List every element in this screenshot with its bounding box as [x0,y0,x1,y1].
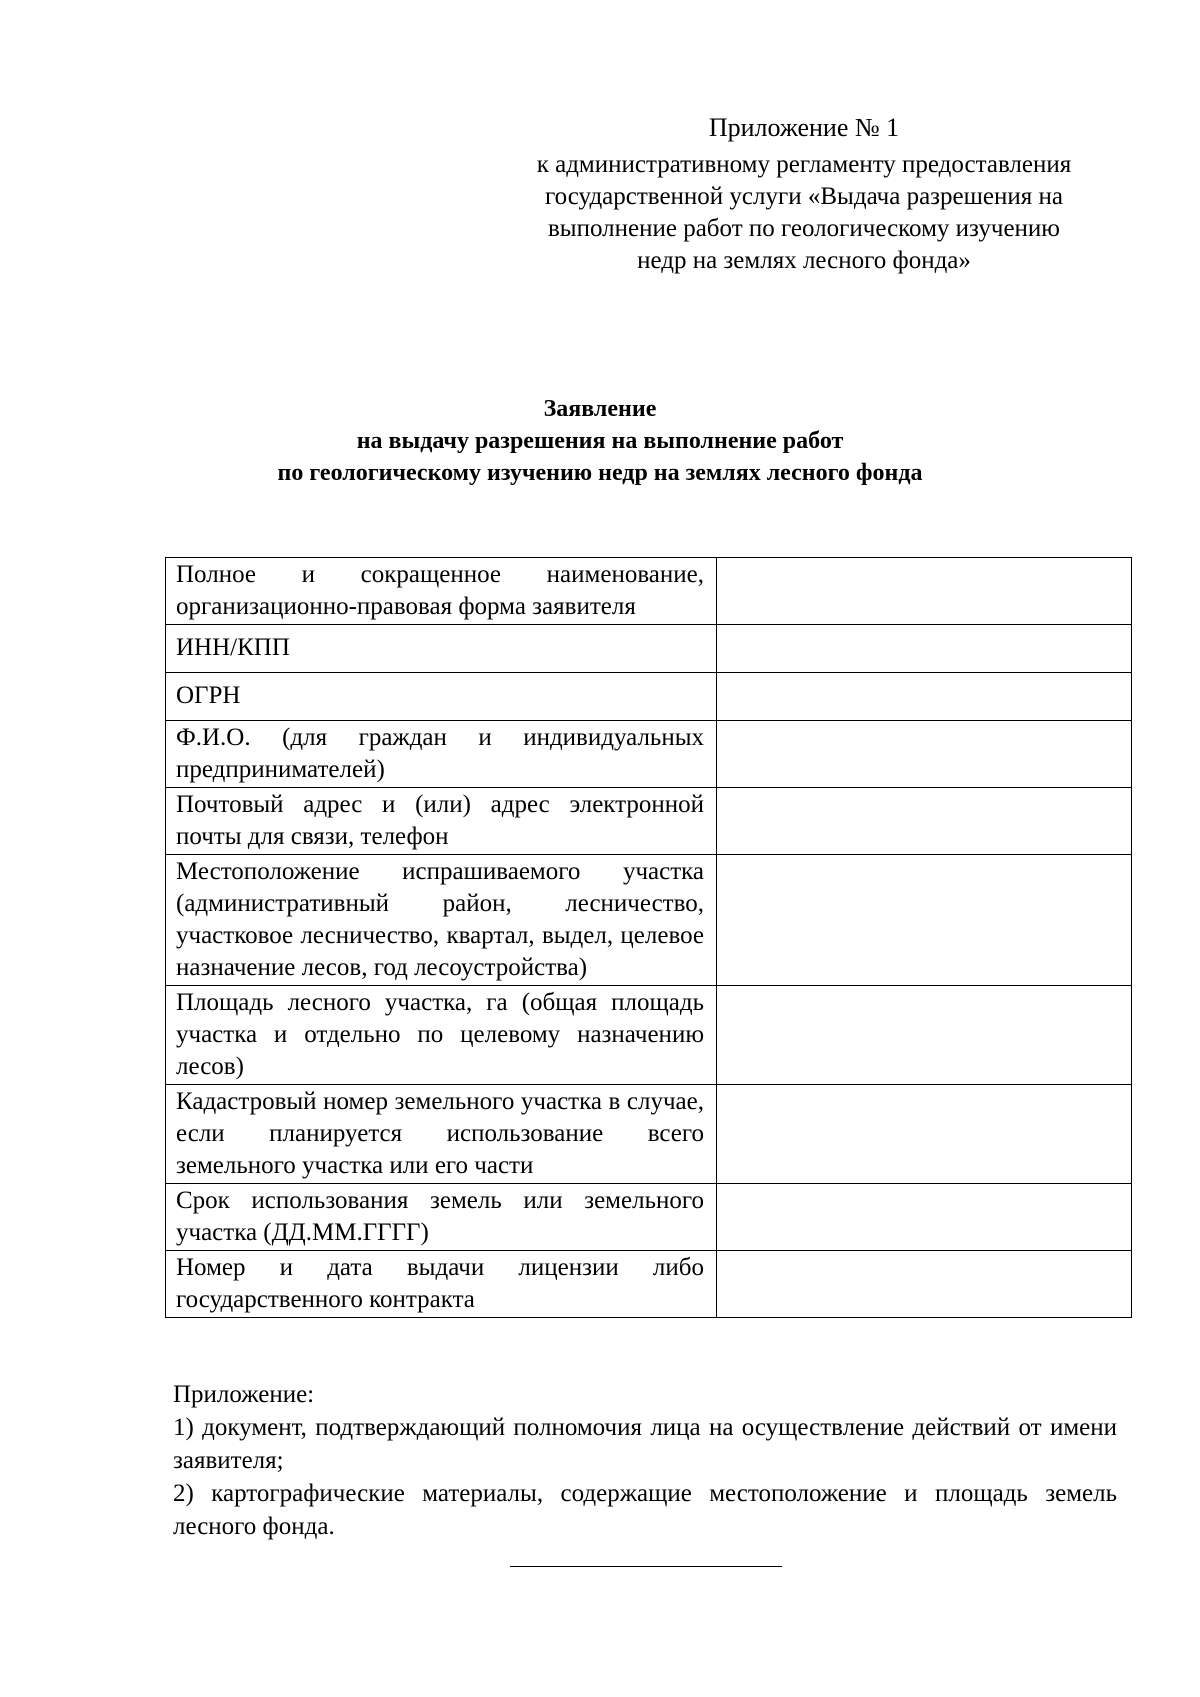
attachment-item: 2) картографические материалы, содержащие местоположение и площадь земель лесного фонда. [173,1480,1117,1540]
application-form-table [165,557,1132,1318]
appendix-line: недр на землях лесного фонда» [637,247,971,274]
appendix-line: к административному регламенту предоставления [536,151,1072,178]
table-row [166,1184,1132,1251]
field-value-plot-area[interactable] [717,986,1132,1085]
table-row [166,855,1132,986]
field-value-usage-period[interactable] [717,1184,1132,1251]
field-value-ogrn[interactable] [717,673,1132,721]
field-label-contact-address: Почтовый адрес и (или) адрес электронной почты для связи, телефон [166,788,717,855]
field-value-license-number[interactable] [717,1251,1132,1318]
attachments-heading: Приложение: [173,1381,315,1408]
form-title-line: по геологическому изучению недр на землях лесного фонда [277,460,923,486]
form-title-line: на выдачу разрешения на выполнение работ [356,428,844,454]
form-title-line: Заявление [543,396,657,422]
form-title [0,393,1200,489]
field-label-inn-kpp: ИНН/КПП [166,625,717,673]
appendix-header [484,112,1124,277]
field-label-usage-period: Срок использования земель или земельного участка (ДД.ММ.ГГГГ) [166,1184,717,1251]
table-row [166,625,1132,673]
table-row [166,673,1132,721]
field-value-plot-location[interactable] [717,855,1132,986]
field-value-full-name[interactable] [717,721,1132,788]
field-value-applicant-name[interactable] [717,558,1132,625]
table-row [166,986,1132,1085]
appendix-line: выполнение работ по геологическому изучению [548,215,1060,242]
appendix-number: Приложение № 1 [708,113,900,142]
table-row [166,558,1132,625]
appendix-line: государственной услуги «Выдача разрешения на [545,183,1063,210]
field-label-license-number: Номер и дата выдачи лицензии либо государственного контракта [166,1251,717,1318]
field-value-cadastral-number[interactable] [717,1085,1132,1184]
table-row [166,1085,1132,1184]
attachments-section [173,1378,1117,1543]
signature-line [510,1566,782,1567]
field-label-cadastral-number: Кадастровый номер земельного участка в случае, если планируется использование всего земельного участка или его части [166,1085,717,1184]
field-label-applicant-name: Полное и сокращенное наименование, организационно-правовая форма заявителя [166,558,717,625]
field-label-plot-location: Местоположение испрашиваемого участка (административный район, лесничество, участковое лесничество, квартал, выдел, целевое назначение лесов, год лесоустройства) [166,855,717,986]
attachment-item: 1) документ, подтверждающий полномочия лица на осуществление действий от имени заявителя; [173,1414,1117,1474]
table-row [166,788,1132,855]
table-row [166,721,1132,788]
field-label-full-name: Ф.И.О. (для граждан и индивидуальных предпринимателей) [166,721,717,788]
field-label-ogrn: ОГРН [166,673,717,721]
table-row [166,1251,1132,1318]
field-label-plot-area: Площадь лесного участка, га (общая площадь участка и отдельно по целевому назначению лесов) [166,986,717,1085]
field-value-contact-address[interactable] [717,788,1132,855]
field-value-inn-kpp[interactable] [717,625,1132,673]
